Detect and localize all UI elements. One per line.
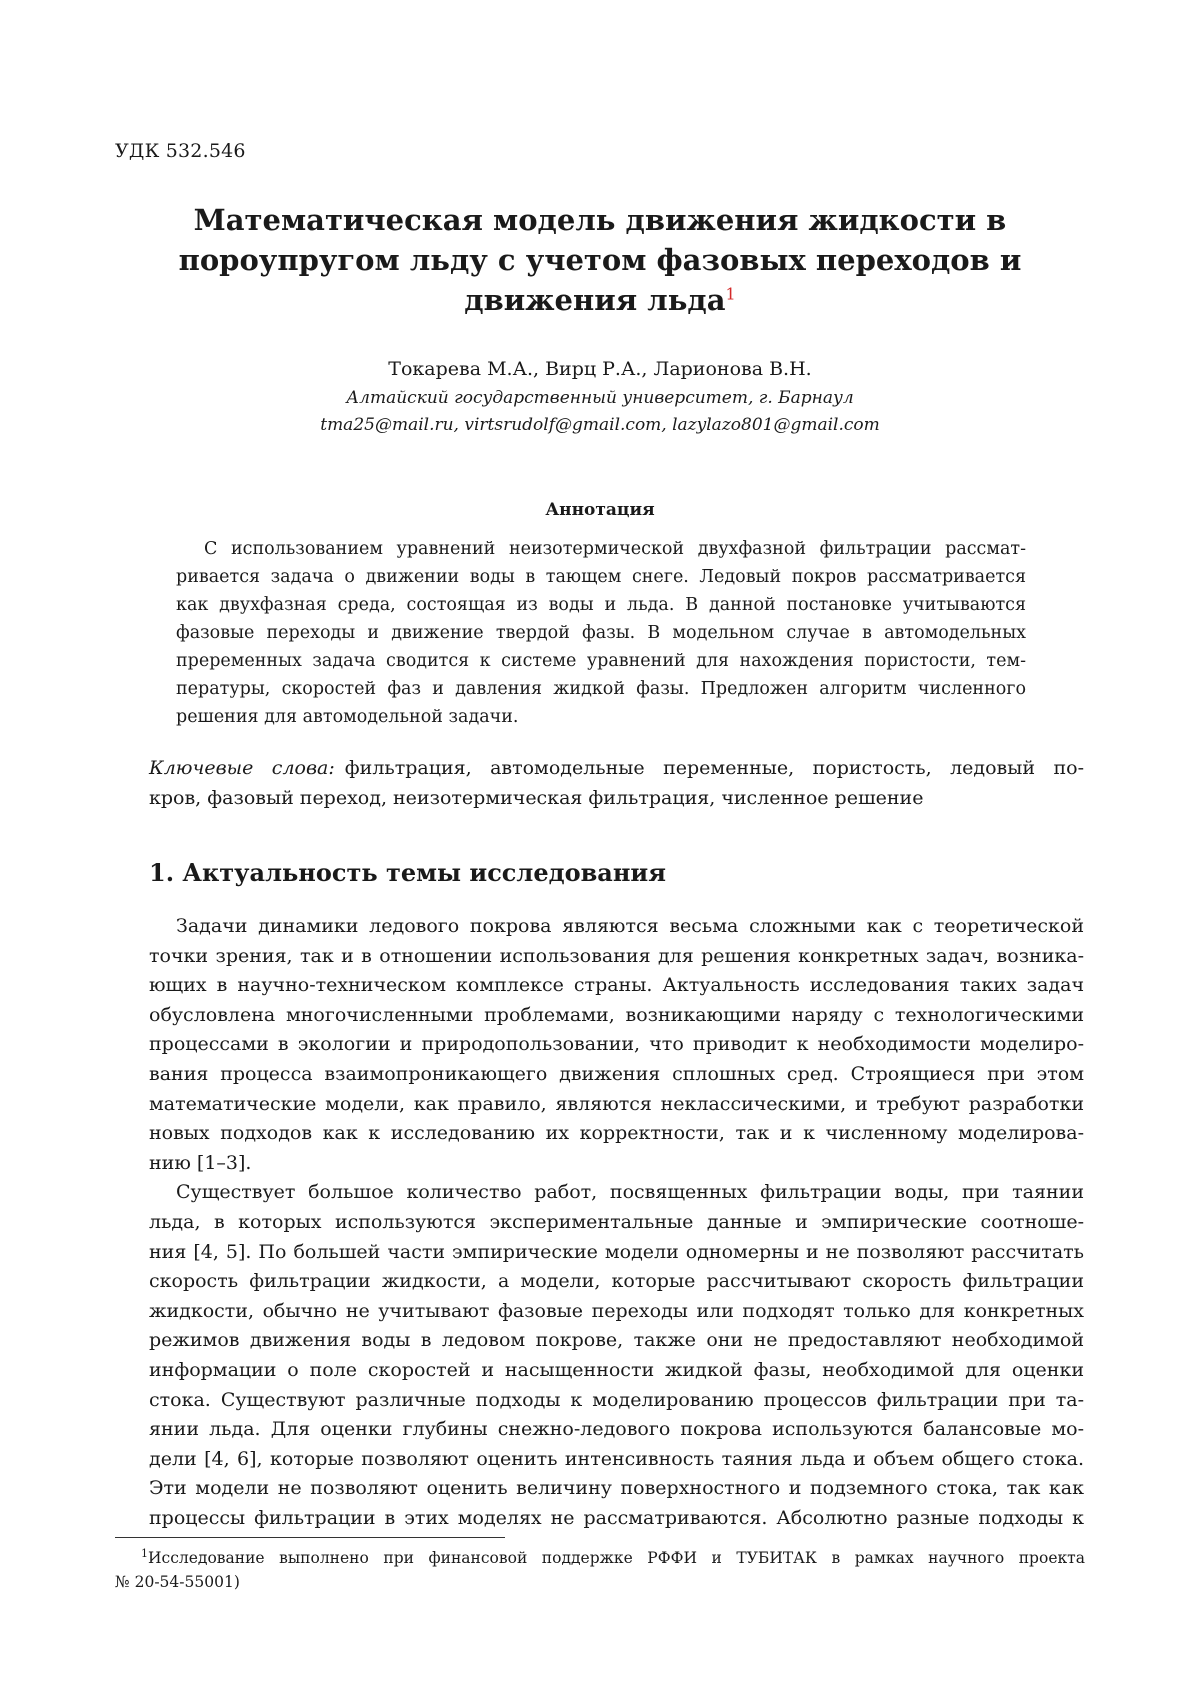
body-line: процессами в экологии и природопользовании, что приводит к необходимости моделиро- — [149, 1033, 1084, 1056]
keywords-line — [149, 753, 1084, 783]
udc-code: УДК 532.546 — [115, 140, 246, 162]
abstract-line: ривается задача о движении воды в тающем снеге. Ледовый покров рассматривается — [176, 567, 1026, 587]
abstract-text — [176, 535, 1026, 731]
body-line: Существует большое количество работ, посвященных фильтрации воды, при таянии — [176, 1181, 1084, 1204]
body-line: жидкости, обычно не учитывают фазовые переходы или подходят только для конкретных — [149, 1299, 1084, 1322]
body-line: янии льда. Для оценки глубины снежно-ледового покрова используются балансовые мо- — [149, 1418, 1084, 1441]
body-line: вания процесса взаимопроникающего движения сплошных сред. Строящиеся при этом — [149, 1062, 1084, 1085]
body-line: обусловлена многочисленными проблемами, возникающими наряду с технологическими — [149, 1003, 1084, 1026]
abstract-line: пературы, скоростей фаз и давления жидкой фазы. Предложен алгоритм численного — [176, 679, 1026, 699]
body-line: точки зрения, так и в отношении использования для решения конкретных задач, возника- — [149, 944, 1084, 967]
keywords-label: Ключевые слова: — [149, 757, 335, 779]
paper-title — [150, 200, 1050, 320]
abstract-line: С использованием уравнений неизотермической двухфазной фильтрации рассмат- — [204, 539, 1026, 559]
keywords — [149, 753, 1084, 813]
title-footnote-link[interactable]: 1 — [725, 284, 736, 304]
body-line: новых подходов как к исследованию их корректности, так и к численному моделирова- — [149, 1122, 1084, 1145]
body-line: режимов движения воды в ледовом покрове, также они не предоставляют необходимой — [149, 1329, 1084, 1352]
section-heading: 1. Актуальность темы исследования — [149, 858, 666, 887]
body-line: дели [4, 6], которые позволяют оценить интенсивность таяния льда и объем общего стока. — [149, 1447, 1084, 1470]
title-line: Математическая модель движения жидкости в — [193, 203, 1007, 237]
authors: Токарева М.А., Вирц Р.А., Ларионова В.Н. — [388, 358, 812, 380]
author-emails: tma25@mail.ru, virtsrudolf@gmail.com, lazylazo801@gmail.com — [320, 415, 880, 435]
abstract-line: преременных задача сводится к системе уравнений для нахождения пористости, тем- — [176, 651, 1026, 671]
abstract-heading: Аннотация — [545, 500, 655, 520]
body-line: ния [4, 5]. По большей части эмпирические модели одномерны и не позволяют рассчитать — [149, 1240, 1084, 1263]
section-body — [149, 912, 1084, 1533]
abstract-line: фазовые переходы и движение твердой фазы. В модельном случае в автомодельных — [176, 623, 1026, 643]
footnote — [115, 1546, 1085, 1594]
body-line: льда, в которых используются экспериментальные данные и эмпирические соотноше- — [149, 1210, 1084, 1233]
abstract-line: решения для автомодельной задачи. — [176, 707, 519, 727]
footnote-number: 1 — [141, 1546, 148, 1560]
footnote-text: № 20-54-55001) — [115, 1573, 240, 1591]
body-line: информации о поле скоростей и насыщенности жидкой фазы, необходимой для оценки — [149, 1358, 1084, 1381]
body-line: нию [1–3]. — [149, 1151, 252, 1174]
footnote-text: Исследование выполнено при финансовой поддержке РФФИ и ТУБИТАК в рамках научного проекта — [148, 1549, 1085, 1567]
body-line: Задачи динамики ледового покрова являются весьма сложными как с теоретической — [176, 915, 1084, 937]
keywords-text: кров, фазовый переход, неизотермическая фильтрация, численное решение — [149, 787, 924, 809]
body-line: скорость фильтрации жидкости, а модели, которые рассчитывают скорость фильтрации — [149, 1270, 1084, 1293]
affiliation: Алтайский государственный университет, г. Барнаул — [346, 388, 854, 408]
body-line: ющих в научно-техническом комплексе страны. Актуальность исследования таких задач — [149, 974, 1084, 997]
title-line: движения льда — [464, 283, 726, 317]
body-line: стока. Существуют различные подходы к моделированию процессов фильтрации при та- — [149, 1388, 1084, 1411]
body-line: процессы фильтрации в этих моделях не рассматриваются. Абсолютно разные подходы к — [149, 1506, 1084, 1529]
footnote-divider — [115, 1537, 505, 1538]
title-line-last — [150, 280, 1050, 320]
footnote-line — [115, 1546, 1085, 1570]
body-line: математические модели, как правило, являются неклассическими, и требуют разработки — [149, 1092, 1084, 1115]
abstract-line: как двухфазная среда, состоящая из воды и льда. В данной постановке учитываются — [176, 595, 1026, 615]
title-line: пороупругом льду с учетом фазовых переходов и — [178, 243, 1022, 277]
keywords-text: фильтрация, автомодельные переменные, пористость, ледовый по- — [344, 757, 1085, 779]
body-line: Эти модели не позволяют оценить величину поверхностного и подземного стока, так как — [149, 1477, 1084, 1500]
